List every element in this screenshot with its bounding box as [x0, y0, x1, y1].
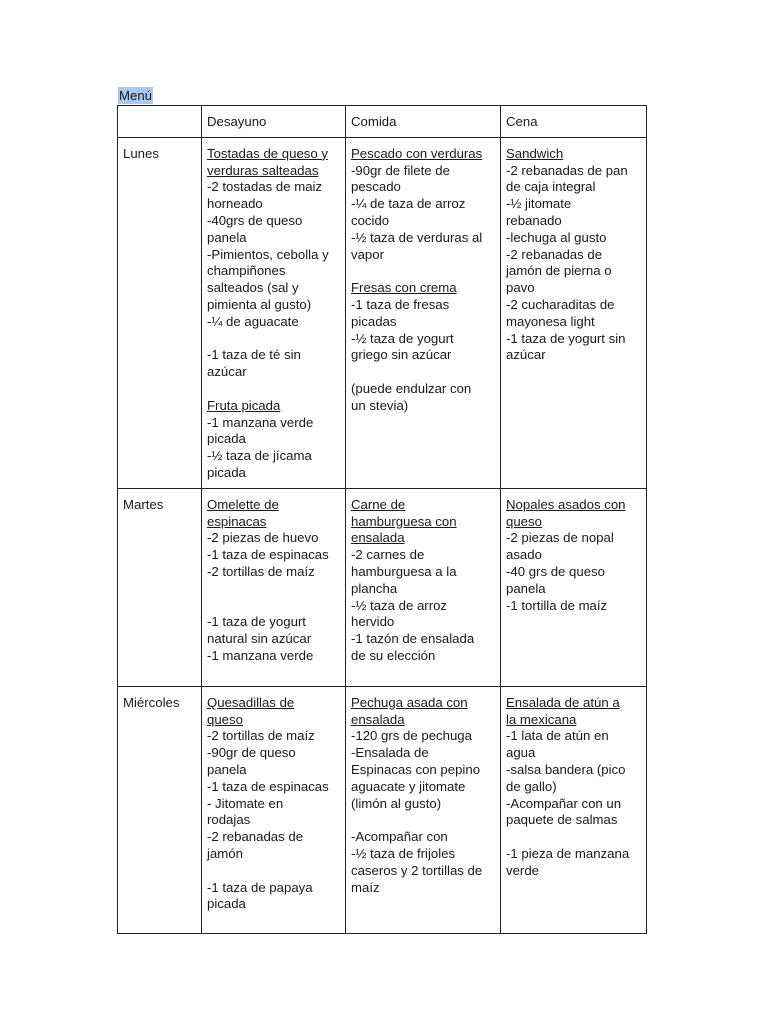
ingredient-line: panela [207, 229, 247, 245]
ingredient-line: (limón al gusto) [351, 795, 442, 811]
ingredient-line: cocido [351, 212, 390, 228]
ingredient-line: -2 cucharaditas de [506, 296, 615, 312]
ingredient-line: -Acompañar con [351, 829, 448, 845]
ingredient-line: picadas [351, 313, 397, 329]
ingredient-line: salteados (sal y [207, 280, 299, 296]
ingredient-line: (puede endulzar con [351, 380, 472, 396]
meal-cell-comida [346, 137, 501, 488]
header-cell-empty [118, 106, 202, 138]
dish-title-line: Pechuga asada con [351, 694, 468, 710]
meal-cell-desayuno [202, 137, 346, 488]
ingredient-line: -½ taza de frijoles [351, 845, 456, 861]
ingredient-line: -2 tortillas de maíz [207, 728, 315, 744]
ingredient-line: agua [506, 745, 536, 761]
dish-title-line: Ensalada de atún a [506, 694, 620, 710]
ingredient-line: - Jitomate en [207, 795, 284, 811]
ingredient-line: -1 manzana verde [207, 647, 314, 663]
ingredient-line [207, 863, 340, 880]
ingredient-line: natural sin azúcar [207, 631, 312, 647]
ingredient-line: de gallo) [506, 778, 557, 794]
ingredient-line: rebanado [506, 212, 562, 228]
header-row [118, 106, 647, 138]
dish-title-line: Sandwich [506, 145, 564, 161]
ingredient-line: -salsa bandera (pico [506, 761, 626, 777]
dish-title-line: Carne de [351, 496, 406, 512]
header-cell-comida: Comida [346, 106, 501, 138]
meal-cell-desayuno [202, 488, 346, 686]
ingredient-line: -2 tostadas de maiz [207, 179, 323, 195]
dish-title-line: Nopales asados con [506, 496, 626, 512]
ingredient-line: -1 lata de atún en [506, 728, 609, 744]
ingredient-line: -2 piezas de huevo [207, 530, 319, 546]
ingredient-line: -2 piezas de nopal [506, 530, 614, 546]
meal-cell-cena [501, 137, 647, 488]
ingredient-line: rodajas [207, 812, 251, 828]
ingredient-line: griego sin azúcar [351, 347, 452, 363]
ingredient-line: picada [207, 464, 246, 480]
dish-title-line: Tostadas de queso y [207, 145, 328, 161]
ingredient-line: -2 rebanadas de [506, 246, 603, 262]
ingredient-line: -2 carnes de [351, 547, 425, 563]
ingredient-line: -2 tortillas de maíz [207, 563, 315, 579]
ingredient-line: -½ jitomate [506, 196, 572, 212]
menu-title: Menú [119, 88, 152, 103]
ingredient-line: -1 manzana verde [207, 414, 314, 430]
ingredient-line: panela [207, 761, 247, 777]
ingredient-line: -½ taza de arroz [351, 597, 448, 613]
ingredient-line: -90gr de queso [207, 745, 296, 761]
ingredient-line: picada [207, 896, 246, 912]
dish-title-line: la mexicana [506, 711, 577, 727]
day-row-lunes [118, 137, 647, 488]
ingredient-line: aguacate y jitomate [351, 778, 466, 794]
ingredient-line: jamón [207, 845, 243, 861]
ingredient-line: champiñones [207, 263, 286, 279]
header-cell-cena: Cena [501, 106, 647, 138]
ingredient-line: de su elección [351, 647, 436, 663]
ingredient-line: pavo [506, 280, 535, 296]
dish-title-line: Quesadillas de [207, 694, 295, 710]
menu-table [117, 105, 647, 934]
day-row-martes [118, 488, 647, 686]
ingredient-line: pimienta al gusto) [207, 296, 312, 312]
ingredient-line: azúcar [506, 347, 546, 363]
ingredient-line: de caja integral [506, 179, 596, 195]
meal-cell-cena [501, 686, 647, 933]
dish-title-line: Fruta picada [207, 397, 281, 413]
meal-cell-cena [501, 488, 647, 686]
ingredient-line: -½ taza de yogurt [351, 330, 454, 346]
meal-cell-comida [346, 488, 501, 686]
ingredient-line: panela [506, 580, 546, 596]
ingredient-line: un stevia) [351, 397, 409, 413]
ingredient-line: -1 taza de té sin [207, 347, 301, 363]
day-label: Martes [118, 488, 202, 686]
ingredient-line: -1 taza de fresas [351, 296, 450, 312]
ingredient-line: picada [207, 431, 246, 447]
dish-title-line: queso [506, 513, 542, 529]
meal-cell-comida [346, 686, 501, 933]
ingredient-line: plancha [351, 580, 398, 596]
ingredient-line [506, 829, 641, 846]
ingredient-line: -2 rebanadas de [207, 829, 304, 845]
ingredient-line: -120 grs de pechuga [351, 728, 472, 744]
ingredient-line: -¼ de aguacate [207, 313, 299, 329]
ingredient-line: -1 tortilla de maíz [506, 597, 608, 613]
ingredient-line [351, 812, 495, 829]
ingredient-line: -1 taza de papaya [207, 879, 313, 895]
ingredient-line: mayonesa light [506, 313, 595, 329]
dish-title-line: ensalada [351, 711, 405, 727]
ingredient-line: maíz [351, 879, 380, 895]
ingredient-line: verde [506, 862, 539, 878]
dish-title-line: Fresas con crema [351, 280, 457, 296]
ingredient-line: -1 taza de espinacas [207, 778, 329, 794]
ingredient-line: paquete de salmas [506, 812, 618, 828]
dish-title-line: verduras salteadas [207, 162, 319, 178]
ingredient-line: -Ensalada de [351, 745, 429, 761]
day-label: Lunes [118, 137, 202, 488]
ingredient-line: Espinacas con pepino [351, 761, 481, 777]
dish-title-line: hamburguesa con [351, 513, 457, 529]
ingredient-line: -40grs de queso [207, 212, 303, 228]
ingredient-line: horneado [207, 196, 263, 212]
header-cell-desayuno: Desayuno [202, 106, 346, 138]
ingredient-line: -Acompañar con un [506, 795, 622, 811]
ingredient-line: -2 rebanadas de pan [506, 162, 628, 178]
ingredient-line: -1 taza de yogurt sin [506, 330, 626, 346]
ingredient-line: -½ taza de jícama [207, 448, 312, 464]
ingredient-line: -¼ de taza de arroz [351, 196, 466, 212]
dish-title-line: ensalada [351, 530, 405, 546]
ingredient-line: azúcar [207, 364, 247, 380]
ingredient-line [351, 364, 495, 381]
ingredient-line: -Pimientos, cebolla y [207, 246, 329, 262]
ingredient-line: hervido [351, 614, 395, 630]
ingredient-line: jamón de pierna o [506, 263, 612, 279]
ingredient-line [207, 598, 340, 615]
ingredient-line: -½ taza de verduras al [351, 229, 483, 245]
ingredient-line: -1 taza de yogurt [207, 614, 306, 630]
ingredient-line: caseros y 2 tortillas de [351, 862, 483, 878]
dish-title-line: Pescado con verduras [351, 145, 483, 161]
ingredient-line: -1 tazón de ensalada [351, 631, 475, 647]
ingredient-line: hamburguesa a la [351, 563, 457, 579]
ingredient-line: asado [506, 547, 542, 563]
ingredient-line [207, 381, 340, 398]
dish-title-line: espinacas [207, 513, 267, 529]
ingredient-line: vapor [351, 246, 384, 262]
meal-cell-desayuno [202, 686, 346, 933]
ingredient-line [351, 263, 495, 280]
dish-title-line: queso [207, 711, 243, 727]
dish-title-line: Omelette de [207, 496, 279, 512]
ingredient-line: -90gr de filete de [351, 162, 450, 178]
ingredient-line: -1 taza de espinacas [207, 547, 329, 563]
ingredient-line: -40 grs de queso [506, 563, 605, 579]
ingredient-line [207, 581, 340, 598]
day-row-miercoles [118, 686, 647, 933]
ingredient-line: -lechuga al gusto [506, 229, 607, 245]
ingredient-line: -1 pieza de manzana [506, 845, 630, 861]
ingredient-line [207, 331, 340, 348]
day-label: Miércoles [118, 686, 202, 933]
ingredient-line: pescado [351, 179, 401, 195]
